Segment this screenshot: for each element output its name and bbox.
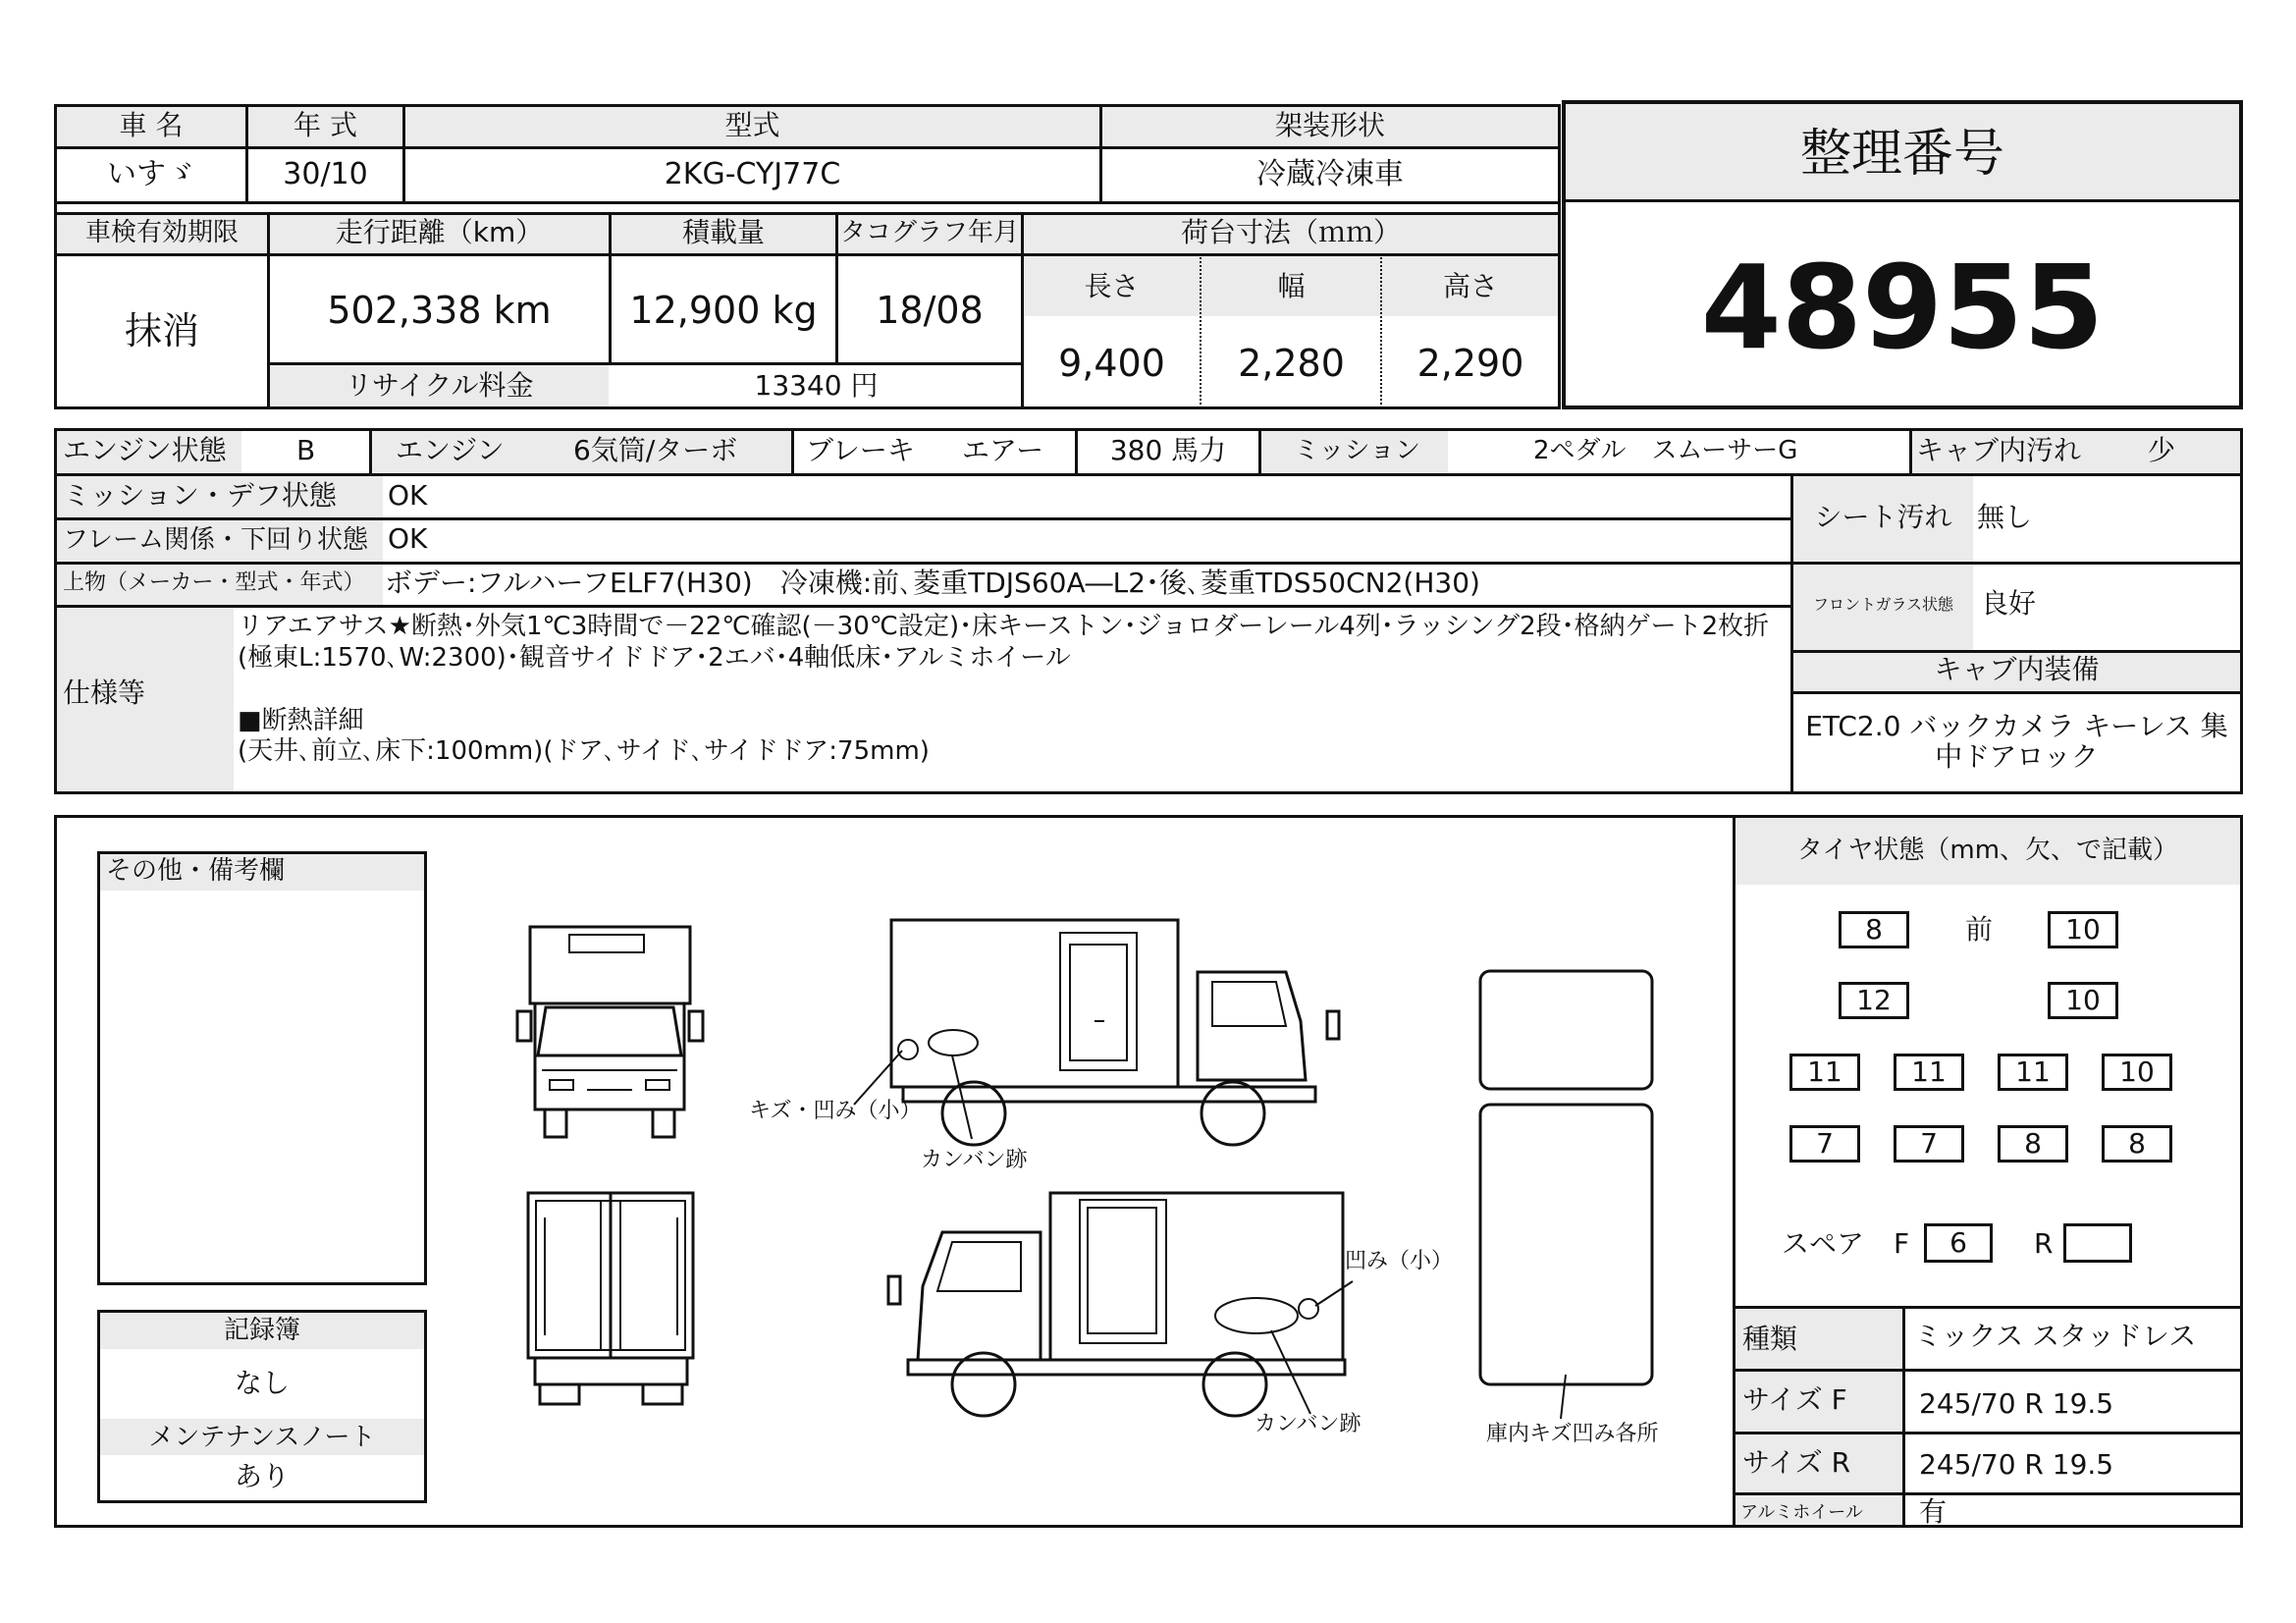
vehicle-name-label: 車 名 bbox=[119, 109, 184, 141]
spare-r-label: R bbox=[2034, 1227, 2054, 1260]
upper-value: ボデー:フルハーフELF7(H30) 冷凍機:前､菱重TDJS60A―L2･後､菱重TDS50CN2(H30) bbox=[385, 567, 1480, 599]
tire-size-r-label: サイズ R bbox=[1742, 1446, 1851, 1479]
ref-number-label: 整理番号 bbox=[1799, 125, 2004, 184]
seat-dirt-value: 無し bbox=[1977, 501, 2033, 533]
tire-front-label: 前 bbox=[1965, 913, 1994, 946]
tire-size-r-value: 245/70 R 19.5 bbox=[1919, 1448, 2114, 1481]
inspection-label: 車検有効期限 bbox=[84, 218, 239, 247]
cab-dirt-value: 少 bbox=[2148, 434, 2176, 466]
seat-dirt-label: シート汚れ bbox=[1814, 501, 1952, 533]
recycle-label: リサイクル料金 bbox=[345, 369, 534, 402]
model-label: 型式 bbox=[724, 109, 780, 141]
truck-side-view-right-icon bbox=[854, 920, 1339, 1145]
spec-label: 仕様等 bbox=[63, 676, 146, 709]
spec-line-1: リアエアサス★断熱･外気1℃3時間で－22℃確認(－30℃設定)･床キーストン･ジョロダーレール4列･ラッシング2段･格納ゲート2枚折 bbox=[238, 612, 1770, 641]
vehicle-name: いすゞ bbox=[107, 157, 195, 191]
mission-diff-label: ミッション・デフ状態 bbox=[63, 479, 337, 512]
body-type-label: 架装形状 bbox=[1274, 109, 1385, 141]
year-label: 年 式 bbox=[294, 109, 357, 141]
engine-state-label: エンジン状態 bbox=[63, 434, 227, 466]
inspection-value: 抹消 bbox=[124, 309, 199, 352]
windshield-label: フロントガラス状態 bbox=[1812, 595, 1954, 614]
mission-value: 2ペダル スムーサーG bbox=[1533, 436, 1798, 465]
spare-r-value bbox=[2063, 1223, 2132, 1263]
body-type: 冷蔵冷凍車 bbox=[1256, 157, 1404, 191]
tire-type-label: 種類 bbox=[1742, 1323, 1798, 1355]
engine-label: エンジン bbox=[396, 434, 505, 466]
remarks-box bbox=[97, 851, 427, 1285]
cab-equip-line-2: 中ドアロック bbox=[1935, 740, 2099, 773]
scratch-small-note: キズ・凹み（小） bbox=[749, 1099, 922, 1123]
truck-rear-view-icon bbox=[528, 1193, 693, 1404]
spec-line-4: (天井､前立､床下:100mm)(ドア､サイド､サイドドア:75mm) bbox=[238, 736, 930, 766]
tire-title: タイヤ状態（mm、欠、で記載） bbox=[1796, 836, 2179, 865]
tire-row2-left: 12 bbox=[1839, 982, 1909, 1019]
frame-value: OK bbox=[388, 522, 428, 555]
model: 2KG-CYJ77C bbox=[664, 157, 841, 191]
spare-f-value: 6 bbox=[1924, 1223, 1993, 1263]
tire-row2-right: 10 bbox=[2048, 982, 2118, 1019]
length-label: 長さ bbox=[1084, 270, 1140, 302]
alu-wheel-value: 有 bbox=[1919, 1495, 1948, 1528]
tire-front-left: 8 bbox=[1839, 911, 1909, 948]
tire-size-f-label: サイズ F bbox=[1742, 1383, 1847, 1416]
dent-small-note: 凹み（小） bbox=[1345, 1249, 1454, 1273]
alu-wheel-label: アルミホイール bbox=[1740, 1502, 1863, 1523]
maintenance-value: あり bbox=[234, 1460, 290, 1492]
width-value: 2,280 bbox=[1238, 342, 1345, 385]
mileage-value: 502,338 km bbox=[327, 289, 552, 332]
upper-label: 上物（メーカー・型式・年式） bbox=[63, 570, 365, 595]
truck-side-view-left-icon bbox=[888, 1193, 1353, 1416]
cab-equip-line-1: ETC2.0 バックカメラ キーレス 集 bbox=[1805, 710, 2228, 742]
engine-state: B bbox=[296, 434, 316, 466]
tire-row4-4: 8 bbox=[2102, 1125, 2172, 1163]
height-label: 高さ bbox=[1442, 270, 1498, 302]
load-value: 12,900 kg bbox=[629, 289, 818, 332]
truck-diagram bbox=[491, 884, 1698, 1473]
remarks-label: その他・備考欄 bbox=[106, 856, 286, 886]
tire-row4-3: 8 bbox=[1998, 1125, 2068, 1163]
mission-label: ミッション bbox=[1294, 436, 1420, 465]
tire-type-value: ミックス スタッドレス bbox=[1914, 1320, 2197, 1352]
cab-dirt-label: キャブ内汚れ bbox=[1916, 434, 2082, 466]
mileage-label: 走行距離（km） bbox=[335, 216, 544, 248]
spare-label: スペア bbox=[1782, 1227, 1865, 1260]
cargo-label: 荷台寸法（ｍｍ） bbox=[1180, 216, 1401, 248]
tacho-label: タコグラフ年月 bbox=[839, 218, 1019, 247]
brake-value: エアー bbox=[962, 434, 1044, 466]
cab-equip-label: キャブ内装備 bbox=[1934, 653, 2100, 685]
length-value: 9,400 bbox=[1058, 342, 1165, 385]
maintenance-label: メンテナンスノート bbox=[148, 1423, 376, 1452]
tire-row3-1: 11 bbox=[1789, 1054, 1860, 1091]
truck-front-view-icon bbox=[517, 927, 703, 1137]
sign-mark-note-1: カンバン跡 bbox=[921, 1148, 1028, 1172]
brake-label: ブレーキ bbox=[806, 434, 915, 466]
engine-value: 6気筒/ターボ bbox=[573, 434, 738, 466]
spec-line-2: (極東L:1570､W:2300)･観音サイドドア･2エバ･4軸低床･アルミホイール bbox=[238, 643, 1071, 673]
ref-number: 48955 bbox=[1700, 240, 2105, 375]
mission-diff-value: OK bbox=[388, 479, 428, 512]
tacho-value: 18/08 bbox=[876, 289, 984, 332]
records-value: なし bbox=[234, 1367, 290, 1399]
tire-row3-4: 10 bbox=[2102, 1054, 2172, 1091]
spare-f-label: F bbox=[1894, 1227, 1910, 1260]
tire-row3-3: 11 bbox=[1998, 1054, 2068, 1091]
height-value: 2,290 bbox=[1416, 342, 1524, 385]
tire-row3-2: 11 bbox=[1894, 1054, 1964, 1091]
recycle-value: 13340 円 bbox=[754, 369, 879, 402]
year: 30/10 bbox=[283, 157, 368, 191]
windshield-value: 良好 bbox=[1981, 587, 2037, 620]
width-label: 幅 bbox=[1277, 270, 1306, 302]
spec-line-3: ■断熱詳細 bbox=[238, 706, 364, 735]
truck-top-view-icon bbox=[1480, 971, 1652, 1419]
sign-mark-note-2: カンバン跡 bbox=[1255, 1412, 1362, 1436]
tire-front-right: 10 bbox=[2048, 911, 2118, 948]
records-label: 記録簿 bbox=[223, 1316, 300, 1345]
power-value: 380 馬力 bbox=[1109, 434, 1227, 466]
load-label: 積載量 bbox=[681, 216, 765, 248]
frame-label: フレーム関係・下回り状態 bbox=[63, 525, 368, 555]
tire-size-f-value: 245/70 R 19.5 bbox=[1919, 1387, 2114, 1420]
interior-damage-note: 庫内キズ凹み各所 bbox=[1486, 1422, 1659, 1446]
tire-row4-1: 7 bbox=[1789, 1125, 1860, 1163]
tire-row4-2: 7 bbox=[1894, 1125, 1964, 1163]
